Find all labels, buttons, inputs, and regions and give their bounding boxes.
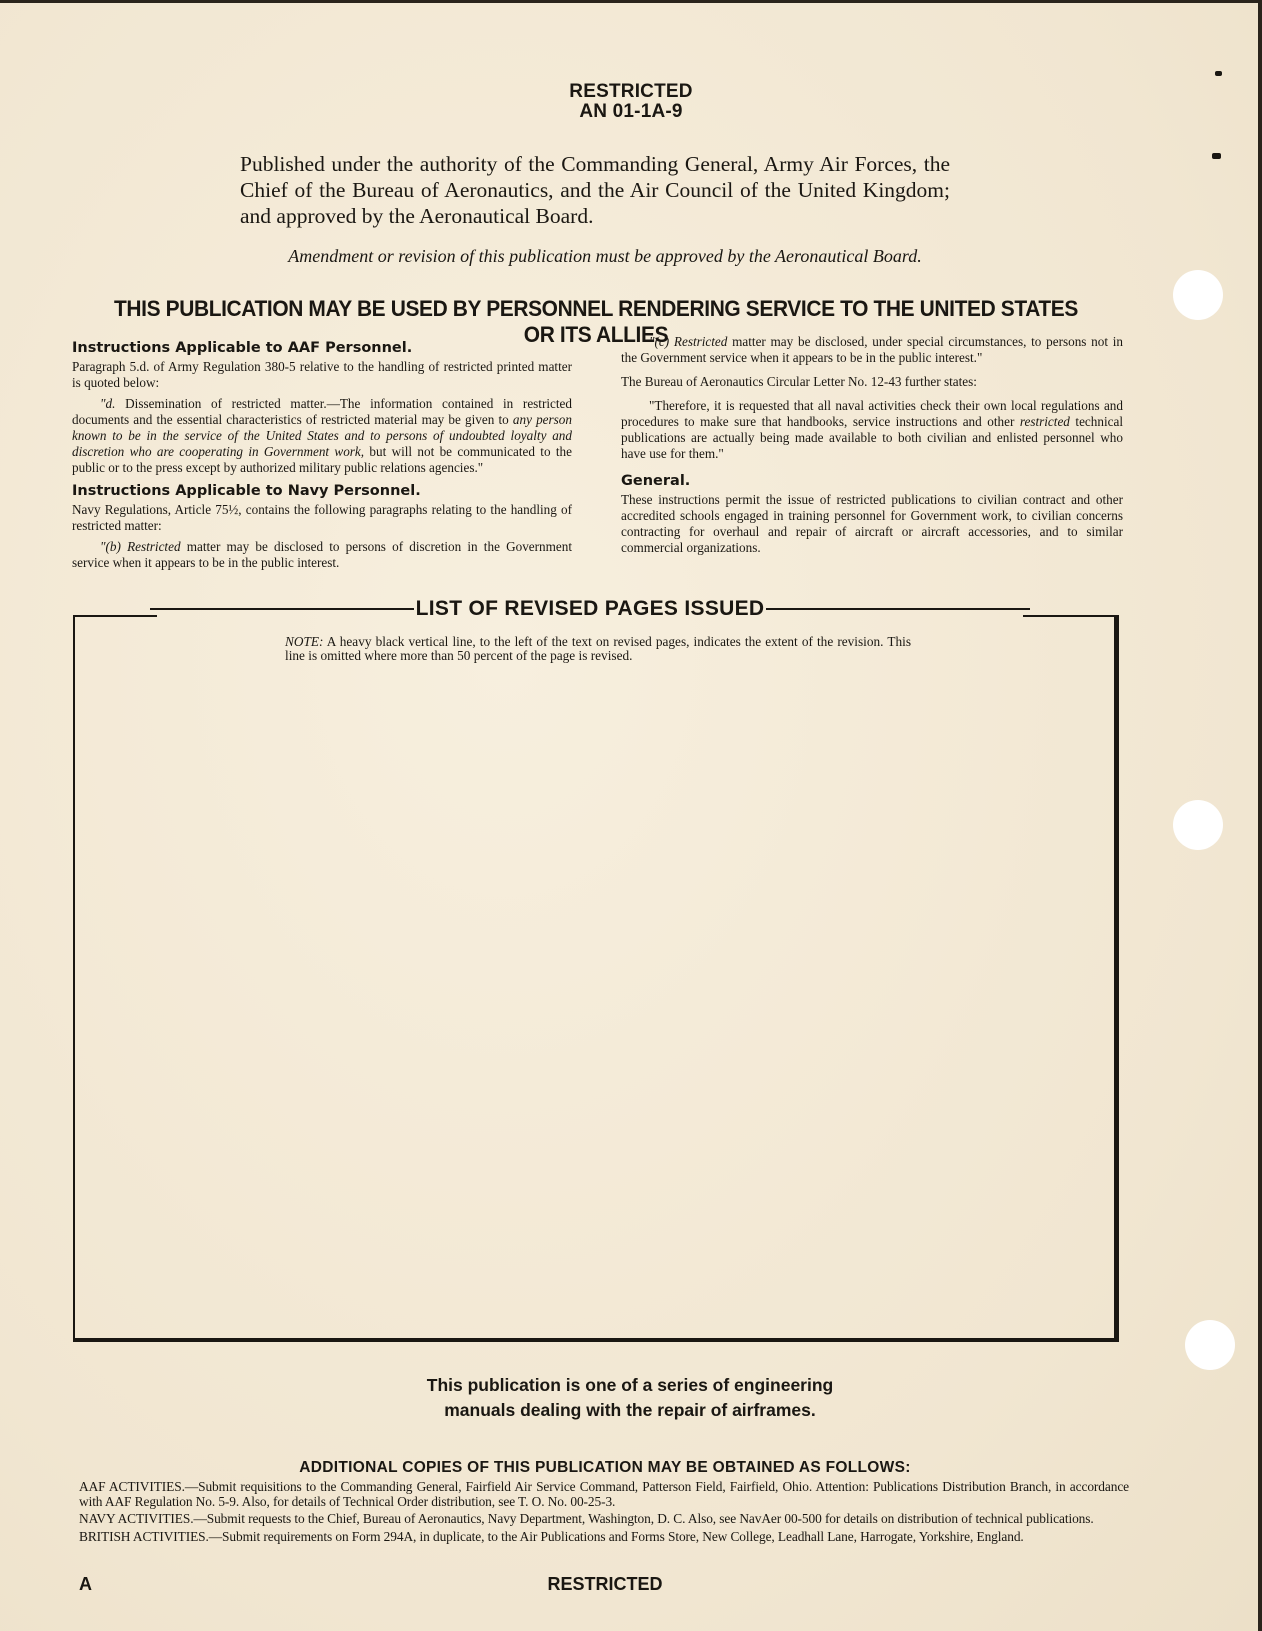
title-rule-right <box>766 608 1030 610</box>
revised-pages-box <box>73 615 1119 1342</box>
navy-heading: Instructions Applicable to Navy Personnel. <box>72 483 421 499</box>
navy-paragraph-b: "(b) Restricted matter may be disclosed to persons of discretion in the Government service when it appears to be in the public interest. <box>72 539 572 570</box>
navy-paragraph-c: "(c) Restricted matter may be disclosed, under special circumstances, to persons not in the Government service when it appears to be in the public interest." <box>621 334 1124 365</box>
general-text: These instructions permit the issue of restricted publications to civilian contract and other accredited schools engaged in training personnel for Government work, to civilian concerns contracting for overhaul and repair of aircraft or aircraft accessories, and to similar commercial organizations. <box>621 492 1123 555</box>
aaf-quote-emphasis: any person known to be in the service of the United States and to persons of undoubted loyalty and discretion who are cooperating in Government work, <box>72 412 572 459</box>
distribution-activities <box>79 1480 1129 1547</box>
revised-pages-title: LIST OF REVISED PAGES ISSUED <box>415 597 765 620</box>
left-column <box>72 339 572 576</box>
navy-activities: NAVY ACTIVITIES.—Submit requests to the Chief, Bureau of Aeronautics, Navy Department, Washington, D. C. Also, see NavAer 00-500 for details on distribution of technical publications. <box>79 1511 1094 1526</box>
aaf-activities: AAF ACTIVITIES.—Submit requisitions to the Commanding General, Fairfield Air Service Command, Patterson Field, Fairfield, Ohio. Attention: Publications Distribution Branch, in accordance with AAF Regulation No. 5-9. Also, for details of Technical Order distribution, see T. O. No. 00-25-3. <box>79 1479 1129 1509</box>
buaer-quote: "Therefore, it is requested that all naval activities check their own local regulations and procedures to make sure that handbooks, service instructions and other restricted technical publications are actually being made available to both civilian and enlisted personnel who have use for them." <box>621 398 1123 461</box>
authority-statement: Published under the authority of the Commanding General, Army Air Forces, the Chief of the Bureau of Aeronautics, and the Air Council of the United Kingdom; and approved by the Aeronautical Board. <box>240 152 950 228</box>
classification-header: RESTRICTED <box>569 81 693 102</box>
british-activities: BRITISH ACTIVITIES.—Submit requirements on Form 294A, in duplicate, to the Air Publications and Forms Store, New College, Leadhall Lane, Harrogate, Yorkshire, England. <box>79 1528 1024 1544</box>
margin-mark <box>1215 71 1222 76</box>
binder-hole-middle <box>1173 800 1223 850</box>
note-label: NOTE: <box>285 634 324 649</box>
document-number: AN 01-1A-9 <box>579 101 683 122</box>
aaf-heading: Instructions Applicable to AAF Personnel. <box>72 340 413 356</box>
page-top-edge <box>0 0 1262 3</box>
right-column <box>621 334 1123 561</box>
binder-hole-bottom <box>1185 1320 1235 1370</box>
page-letter: A <box>79 1574 92 1594</box>
box-top-border-left <box>73 615 157 617</box>
navy-intro: Navy Regulations, Article 75½, contains the following paragraphs relating to the handling of restricted matter: <box>72 502 572 533</box>
aaf-intro: Paragraph 5.d. of Army Regulation 380-5 relative to the handling of restricted printed matter is quoted below: <box>72 359 572 390</box>
series-statement-line-1: This publication is one of a series of engineering <box>426 1375 834 1395</box>
general-heading: General. <box>621 473 691 489</box>
margin-mark <box>1212 153 1221 159</box>
series-statement-line-2: manuals dealing with the repair of airframes. <box>444 1400 816 1420</box>
amendment-notice: Amendment or revision of this publication must be approved by the Aeronautical Board. <box>288 246 922 266</box>
classification-footer: RESTRICTED <box>547 1574 663 1594</box>
buaer-intro: The Bureau of Aeronautics Circular Letter No. 12-43 further states: <box>621 374 977 389</box>
aaf-quote: "d. Dissemination of restricted matter.—The information contained in restricted documents and the essential characteristics of restricted material may be given to any person known to be in the service of the United States and to persons of undoubted loyalty and discretion who are cooperating in Government work, but will not be communicated to the public or to the press except by authorized military public relations agencies." <box>72 396 572 475</box>
title-rule-left <box>150 608 414 610</box>
page-edge-shadow <box>1258 0 1262 1631</box>
revision-note: NOTE: A heavy black vertical line, to the left of the text on revised pages, indicates the extent of the revision. This line is omitted where more than 50 percent of the page is revised. <box>285 634 911 663</box>
binder-hole-top <box>1173 270 1223 320</box>
usage-banner: THIS PUBLICATION MAY BE USED BY PERSONNEL RENDERING SERVICE TO THE UNITED STATES OR ITS ALLIES <box>114 296 1078 347</box>
box-top-border-right <box>1023 615 1119 617</box>
additional-copies-heading: ADDITIONAL COPIES OF THIS PUBLICATION MAY BE OBTAINED AS FOLLOWS: <box>299 1459 911 1476</box>
aaf-quote-lead: "d. <box>100 396 116 411</box>
